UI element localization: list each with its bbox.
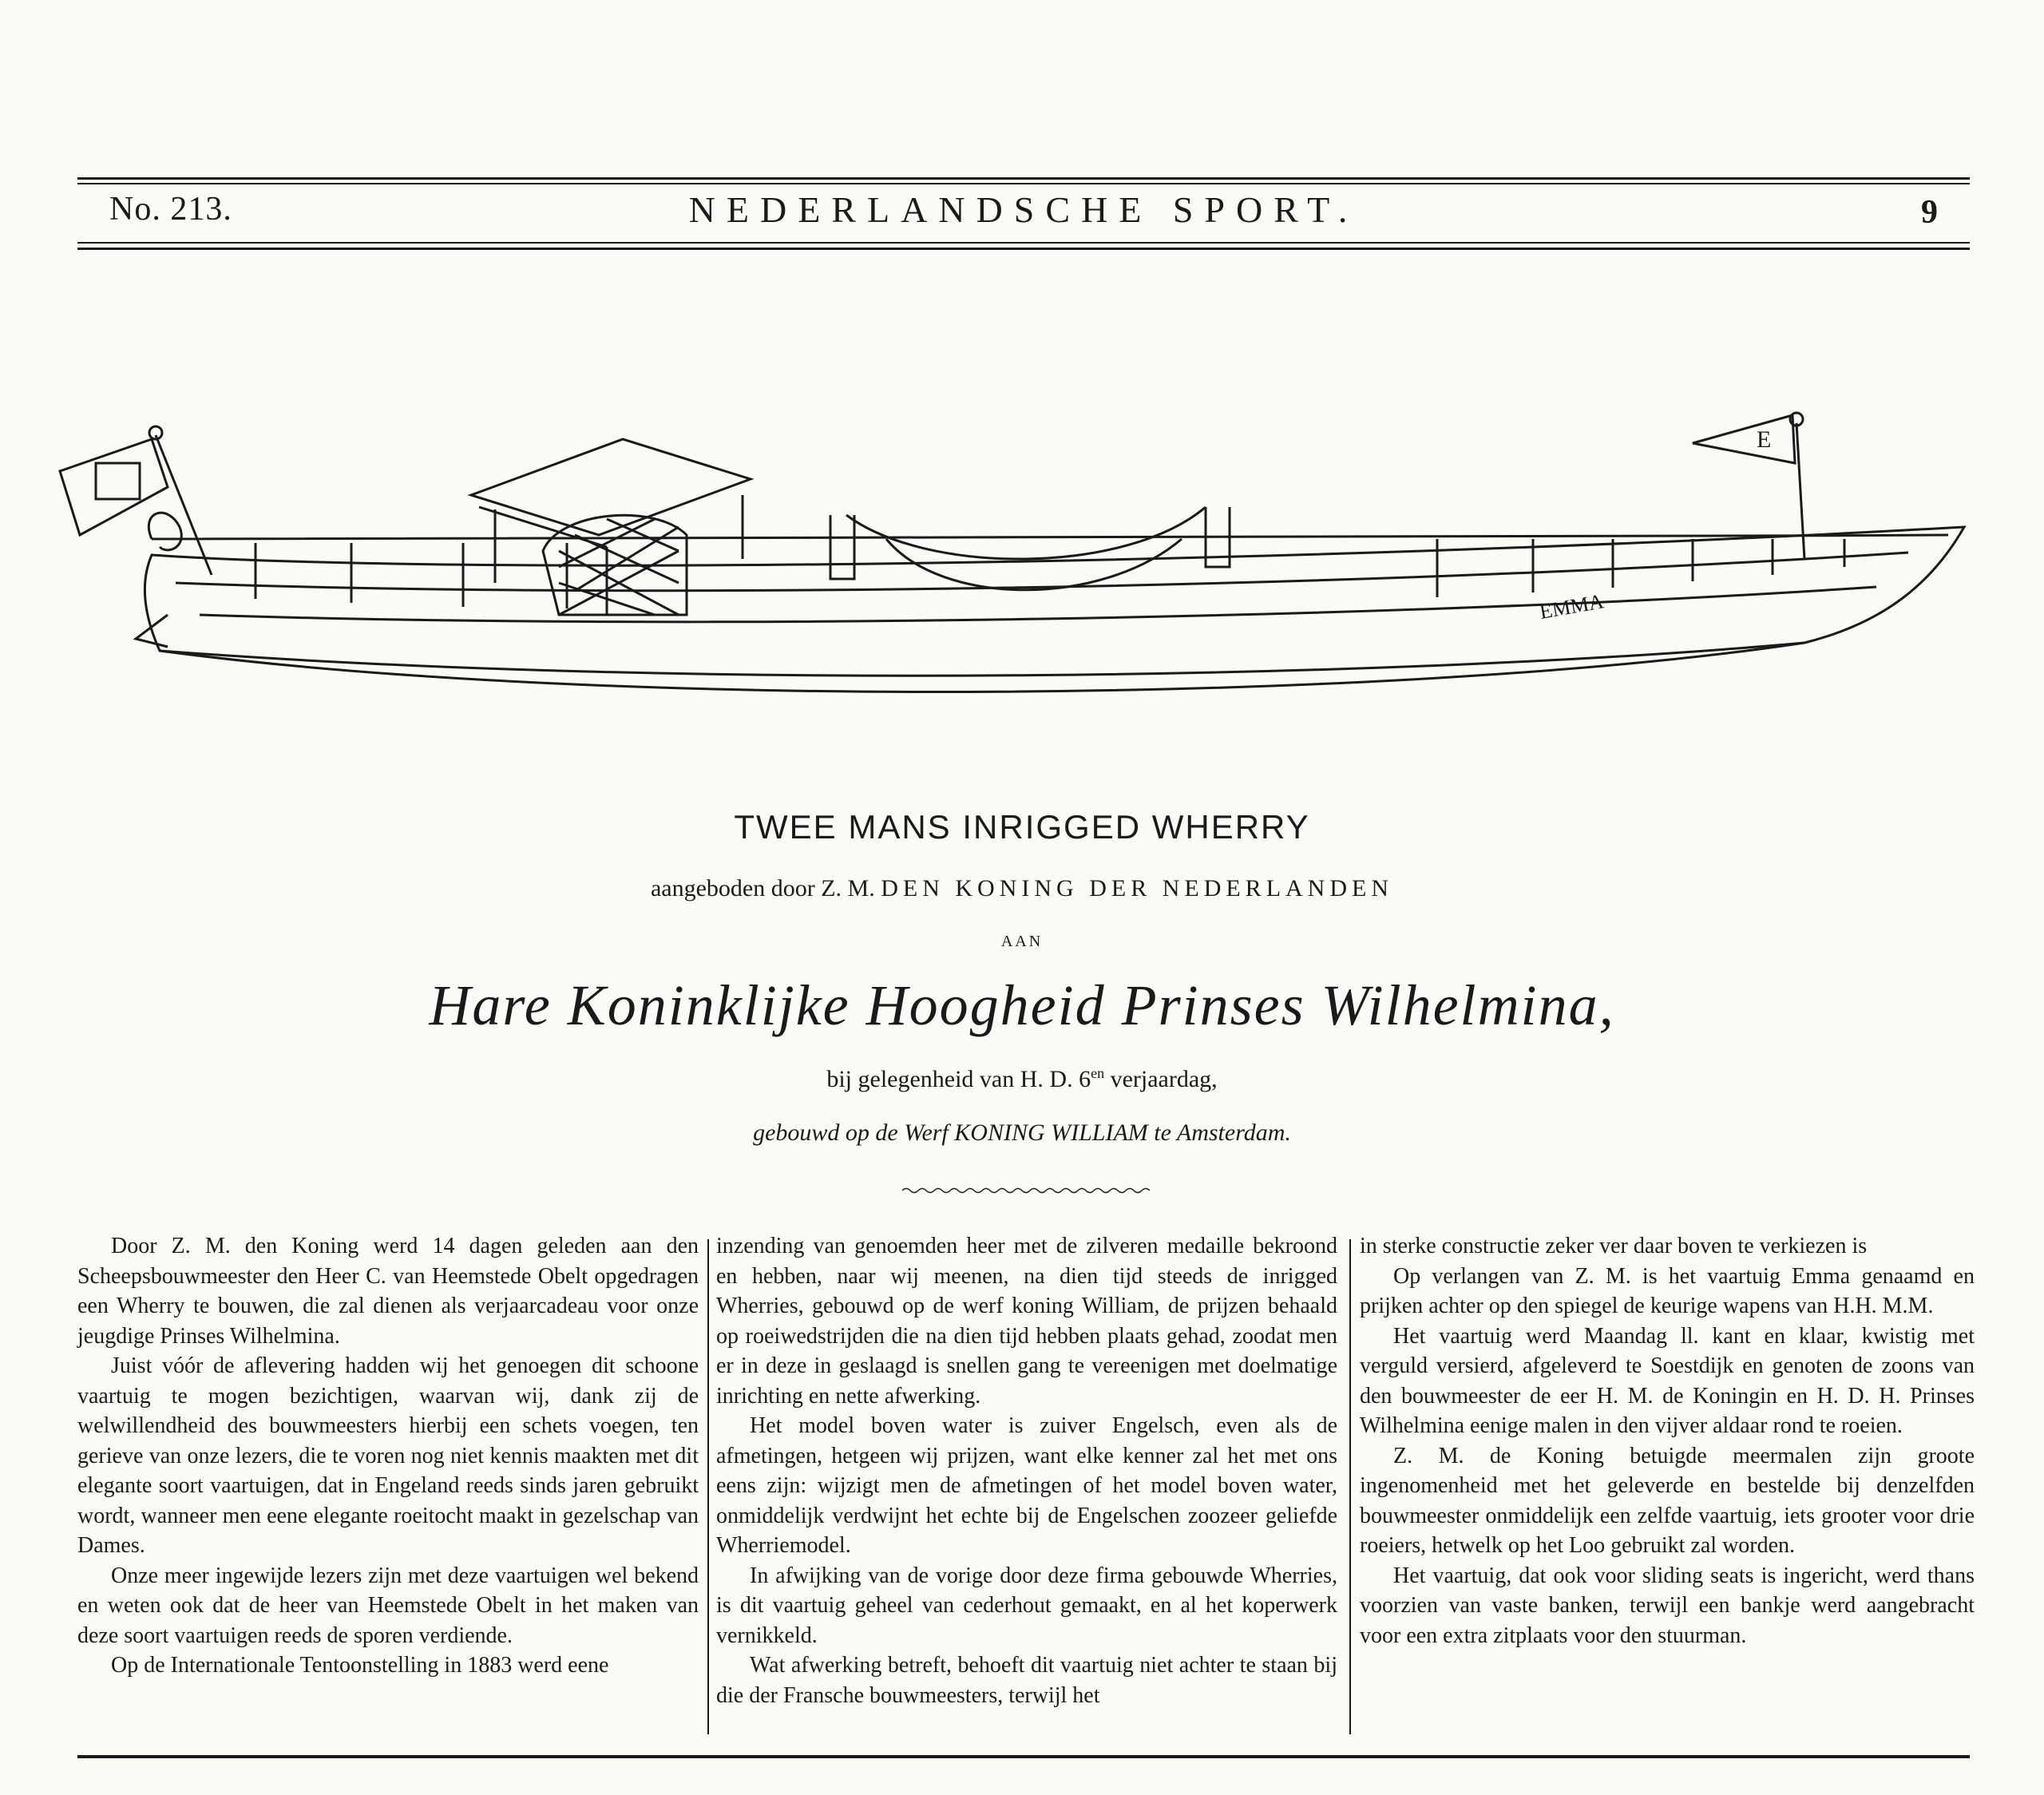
occasion-sup: en bbox=[1091, 1065, 1105, 1081]
paragraph: Z. M. de Koning betuigde meermalen zijn groote ingenomenheid met het geleverde en bestelde bij denzelfden bouwmeester onmiddelijk een zelfde vaartuig, iets grooter voor drie roeiers, hetwelk op het Loo gebruikt zal worden. bbox=[1360, 1443, 1975, 1558]
article-column-2 bbox=[716, 1231, 1337, 1710]
paragraph: Juist vóór de aflevering hadden wij het genoegen dit schoone vaartuig te mogen bezichtigen, waarvan wij, dank zij de welwillendheid des bouwmeesters hierbij een schets voegen, ten gerieve van onze lezers, die te voren nog niet kennis maakten met dit elegante soort vaartuigen, dat in Engeland reeds sinds jaren gebruikt wordt, wanneer men eene elegante roeitocht maakt in gezelschap van Dames. bbox=[77, 1353, 699, 1558]
paragraph: In afwijking van de vorige door deze firma gebouwde Wherries, is dit vaartuig geheel van cederhout gemaakt, en al het koperwerk vernikkeld. bbox=[716, 1563, 1337, 1648]
paragraph: Op de Internationale Tentoonstelling in 1883 werd eene bbox=[111, 1653, 609, 1678]
paragraph: Wat afwerking betreft, behoeft dit vaartuig niet achter te staan bij die der Fransche bouwmeesters, terwijl het bbox=[716, 1653, 1337, 1708]
masthead-top-rule bbox=[77, 177, 1970, 180]
paragraph: Door Z. M. den Koning werd 14 dagen geleden aan den Scheepsbouwmeester den Heer C. van Heemstede Obelt opgedragen een Wherry te bouwen, die zal dienen als verjaarcadeau voor onze jeugdige Prinses Wilhelmina. bbox=[77, 1234, 699, 1349]
footer-rule bbox=[77, 1755, 1970, 1758]
paragraph: Het vaartuig, dat ook voor sliding seats is ingericht, werd thans voorzien van vaste banken, terwijl een bankje werd aangebracht voor een extra zitplaats voor den stuurman. bbox=[1360, 1563, 1975, 1648]
paragraph: Het vaartuig werd Maandag ll. kant en klaar, kwistig met verguld versierd, afgeleverd te Soestdijk en genoten de zoons van den bouwmeester de eer H. M. de Koningin en H. D. H. Prinses Wilhelmina eenige malen in den vijver aldaar rond te roeien. bbox=[1360, 1323, 1975, 1438]
svg-text:E: E bbox=[1757, 426, 1772, 453]
hull-name-label: EMMA bbox=[1538, 589, 1606, 624]
occasion-prefix: bij gelegenheid van H. D. 6 bbox=[826, 1066, 1091, 1092]
paragraph: Op verlangen van Z. M. is het vaartuig Emma genaamd en prijken achter op den spiegel de keurige wapens van H.H. M.M. bbox=[1360, 1263, 1975, 1318]
masthead-top-rule-thin bbox=[77, 183, 1970, 184]
column-divider bbox=[707, 1239, 709, 1734]
aan-label: AAN bbox=[1000, 933, 1044, 950]
built-line: gebouwd op de Werf KONING WILLIAM te Amsterdam. bbox=[753, 1119, 1291, 1146]
masthead-bottom-rule-thin bbox=[77, 242, 1970, 244]
recipient-script: Hare Koninklijke Hoogheid Prinses Wilhelmina, bbox=[429, 973, 1615, 1037]
occasion-suffix: verjaardag, bbox=[1104, 1066, 1218, 1092]
masthead-bottom-rule bbox=[77, 248, 1970, 250]
occasion-line bbox=[0, 1065, 2044, 1093]
paragraph: in sterke constructie zeker ver daar boven te verkiezen is bbox=[1360, 1234, 1868, 1258]
article-column-3 bbox=[1360, 1231, 1975, 1650]
paragraph: Onze meer ingewijde lezers zijn met deze vaartuigen wel bekend en weten ook dat de heer van Heemstede Obelt in het maken van deze soort vaartuigen reeds de sporen verdiende. bbox=[77, 1563, 699, 1648]
wherry-illustration bbox=[48, 375, 1980, 743]
paragraph: Het model boven water is zuiver Engelsch, even als de afmetingen, hetgeen wij prijzen, want elke kenner zal het met ons eens zijn: wijzigt men de afmetingen of het model boven water, onmiddelijk verdwijnt het echte bij de Engelschen zoozeer geliefde Wherriemodel. bbox=[716, 1413, 1337, 1558]
offered-line bbox=[0, 875, 2044, 902]
article-column-1 bbox=[77, 1231, 699, 1681]
issue-number: No. 213. bbox=[109, 191, 232, 228]
offered-prefix: aangeboden door Z. M. bbox=[650, 875, 875, 901]
offered-name: DEN KONING DER NEDERLANDEN bbox=[881, 875, 1394, 901]
column-divider bbox=[1349, 1239, 1351, 1734]
paragraph: inzending van genoemden heer met de zilveren medaille bekroond en hebben, naar wij meenen, na dien tijd steeds de inrigged Wherries, gebouwd op de werf koning William, de prijzen behaald op roeiwedstrijden die na dien tijd hebben plaats gehad, zoodat men er in deze in geslaagd is snellen gang te vereenigen met doelmatige inrichting en nette afwerking. bbox=[716, 1234, 1337, 1409]
page-number: 9 bbox=[1921, 194, 1938, 231]
masthead bbox=[77, 185, 1970, 235]
ornament-divider bbox=[902, 1185, 1150, 1196]
caption-title: TWEE MANS INRIGGED WHERRY bbox=[734, 808, 1310, 846]
publication-title: NEDERLANDSCHE SPORT. bbox=[688, 189, 1359, 230]
